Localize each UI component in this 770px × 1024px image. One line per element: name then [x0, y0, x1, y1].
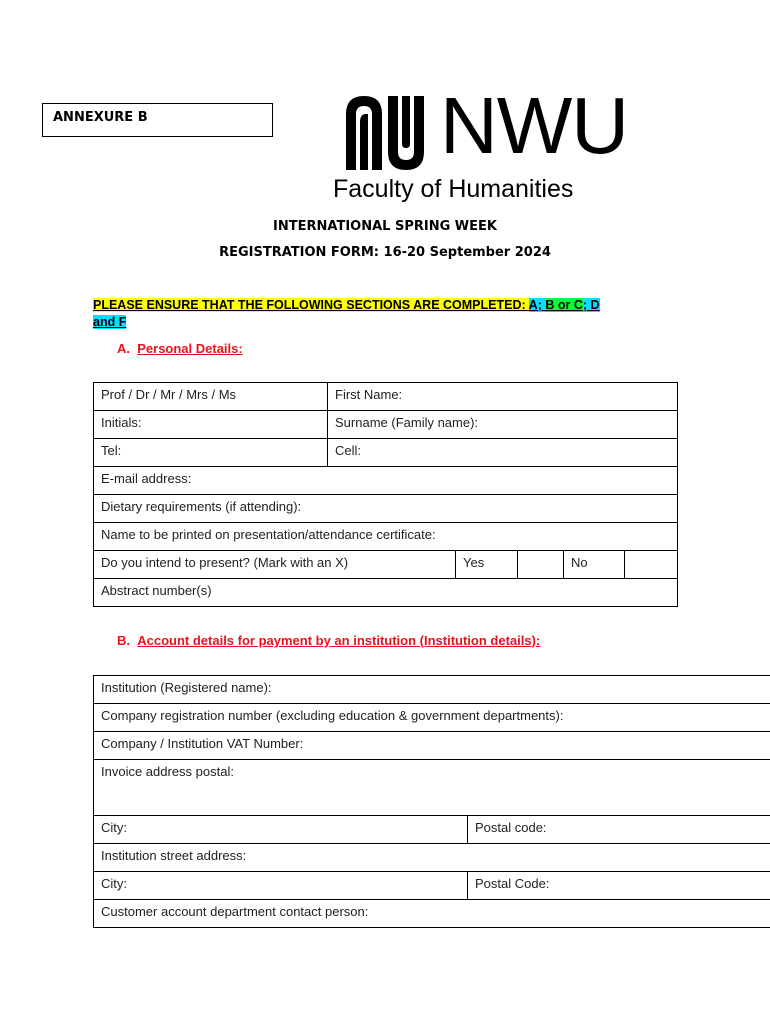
table-row [94, 872, 770, 900]
logo-wordmark: NWU [440, 81, 629, 170]
notice-f: and F [93, 315, 127, 329]
completion-notice [93, 297, 683, 331]
invoice-address-field[interactable]: Invoice address postal: [94, 760, 770, 816]
abstract-number-field[interactable]: Abstract number(s) [94, 579, 678, 607]
annexure-label: ANNEXURE B [42, 103, 273, 137]
table-row [94, 732, 770, 760]
institution-details-table [93, 675, 770, 928]
notice-d: ; D [582, 298, 600, 312]
dietary-field[interactable]: Dietary requirements (if attending): [94, 495, 678, 523]
event-title: INTERNATIONAL SPRING WEEK [273, 219, 497, 234]
postal-code-field[interactable]: Postal code: [468, 816, 770, 844]
company-registration-field[interactable]: Company registration number (excluding education & government departments): [94, 704, 770, 732]
present-question: Do you intend to present? (Mark with an X) [94, 551, 456, 579]
certificate-name-field[interactable]: Name to be printed on presentation/attendance certificate: [94, 523, 678, 551]
nwu-logo-icon [338, 92, 438, 172]
table-row [94, 383, 678, 411]
table-row [94, 551, 678, 579]
section-a-heading [117, 341, 243, 356]
table-row [94, 760, 770, 816]
section-a-title: Personal Details: [137, 341, 243, 356]
table-row [94, 704, 770, 732]
title-field[interactable]: Prof / Dr / Mr / Mrs / Ms [94, 383, 328, 411]
table-row [94, 816, 770, 844]
tel-field[interactable]: Tel: [94, 439, 328, 467]
email-field[interactable]: E-mail address: [94, 467, 678, 495]
table-row [94, 579, 678, 607]
table-row [94, 523, 678, 551]
no-checkbox[interactable] [625, 551, 678, 579]
first-name-field[interactable]: First Name: [328, 383, 678, 411]
initials-field[interactable]: Initials: [94, 411, 328, 439]
institution-name-field[interactable]: Institution (Registered name): [94, 676, 770, 704]
yes-checkbox[interactable] [518, 551, 564, 579]
section-b-title: Account details for payment by an institution (Institution details): [137, 633, 541, 648]
faculty-name: Faculty of Humanities [333, 175, 574, 203]
surname-field[interactable]: Surname (Family name): [328, 411, 678, 439]
notice-a: A; [528, 298, 546, 312]
table-row [94, 411, 678, 439]
no-label: No [564, 551, 625, 579]
table-row [94, 495, 678, 523]
city-field[interactable]: City: [94, 816, 468, 844]
street-postal-code-field[interactable]: Postal Code: [468, 872, 770, 900]
section-a-letter: A. [117, 341, 130, 356]
cell-field[interactable]: Cell: [328, 439, 678, 467]
section-b-letter: B. [117, 633, 130, 648]
form-title: REGISTRATION FORM: 16-20 September 2024 [219, 245, 551, 260]
section-b-heading [117, 633, 540, 648]
contact-person-field[interactable]: Customer account department contact person: [94, 900, 770, 928]
personal-details-table [93, 382, 678, 607]
table-row [94, 844, 770, 872]
table-row [94, 900, 770, 928]
table-row [94, 467, 678, 495]
street-address-field[interactable]: Institution street address: [94, 844, 770, 872]
vat-number-field[interactable]: Company / Institution VAT Number: [94, 732, 770, 760]
notice-b: B or C [545, 298, 583, 312]
street-city-field[interactable]: City: [94, 872, 468, 900]
table-row [94, 439, 678, 467]
notice-main: PLEASE ENSURE THAT THE FOLLOWING SECTIONS ARE COMPLETED: [93, 298, 529, 312]
table-row [94, 676, 770, 704]
yes-label: Yes [456, 551, 518, 579]
